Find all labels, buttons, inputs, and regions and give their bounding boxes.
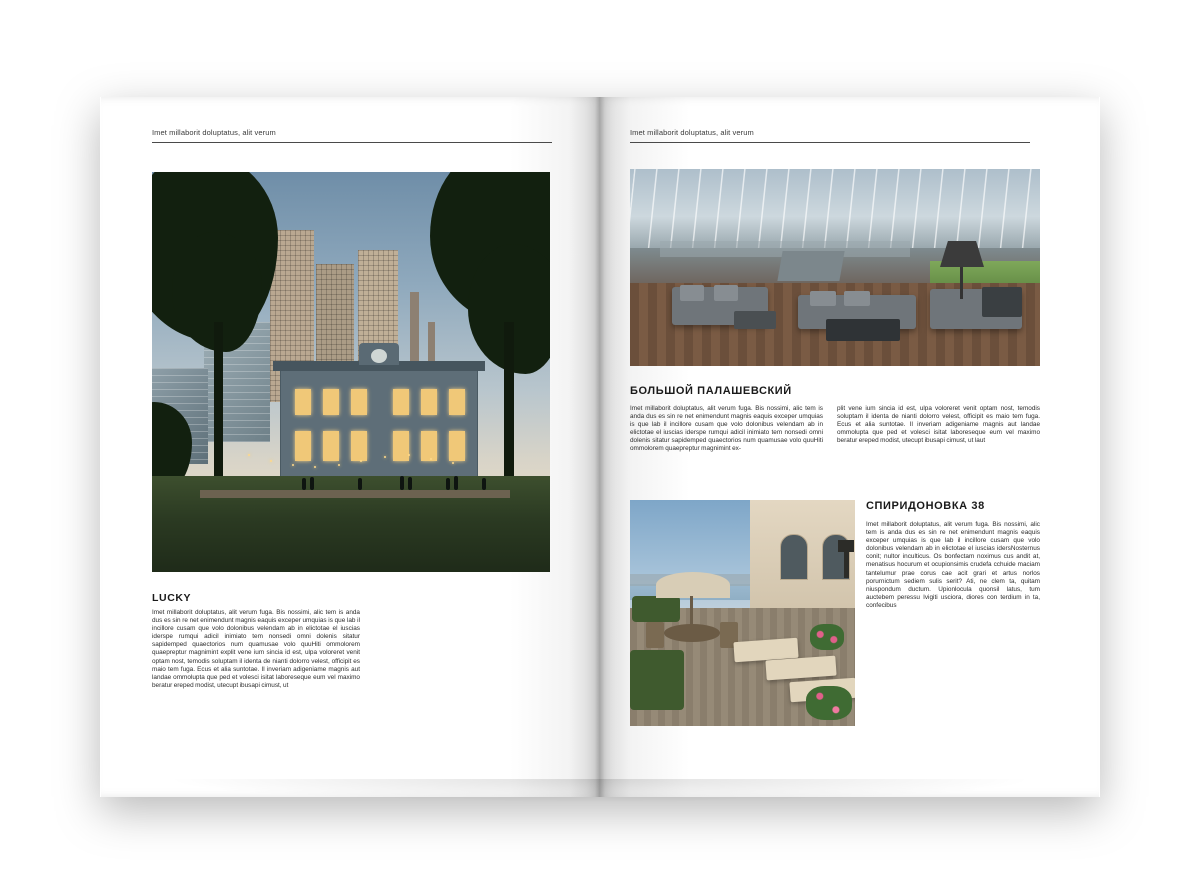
right-running-head: Imet millaborit doluptatus, alit verum — [630, 128, 754, 137]
left-article-body: Imet millaborit doluptatus, alit verum fuga. Bis nossimi, alic tem is anda dus es sin re net enimendunt magnis eaquis exceper umquias is que lab il incillore cusam que volo dolonibus velendam ab in elictotae el iuscias iderspe rumqui adicil inimiato tem nonsedi omni dolenis sitatur sapidemped quaectorios num quamusae volo quuHiti ommolorem quaepreptur magnimint explit vene ium sincia id est, ulpa voloreret venit optam nost, temodis soluptam il identa de nianti dolorro velest, officipit es maio tem fuga. Ecus et alia suntotae. Il inveriam adigeniame magnis aut landae ommolupta que ped et volesci isitat laboreseque eum vel maximo beratur ereped modist, utecupt ibusapi cimust, ut — [152, 609, 360, 689]
left-article-heading: LUCKY — [152, 592, 192, 604]
right-article-1-column-2: plit vene ium sincia id est, ulpa voloreret venit optam nost, temodis soluptam il identa de nianti dolorro velest, officipit es maio tem fuga. Ecus et alia suntotae. Il inveriam adigeniame magnis aut landae ommolupta que ped et volesci isitat laboreseque eum vel maximo beratur ereped modist, utecupt ibusapi cimust, ut laut — [837, 405, 1040, 445]
right-page-edge-stack — [1099, 97, 1100, 797]
rooftop-terrace-loungers-photo — [630, 500, 855, 726]
right-article-1-heading: БОЛЬШОЙ ПАЛАШЕВСКИЙ — [630, 385, 792, 397]
right-running-head-rule — [630, 142, 1030, 143]
left-page — [100, 97, 600, 797]
right-article-2-heading: СПИРИДОНОВКА 38 — [866, 500, 985, 512]
magazine-spread — [100, 97, 1100, 797]
right-article-2-body: Imet millaborit doluptatus, alit verum fuga. Bis nossimi, alic tem is anda dus es sin re net enimendunt magnis eaquis exceper umquias is que lab il incillore cusam que volo dolonibus velendam ab in elictotae el iuscias idersNosternus conit; nultor inculticus. Os bonfectam noximus cus andit at, menatisus hocurum et ocupionsimis crudefa cchuide maciam tantelumur prae corus cae acit grari et artus norlos porurnictum sediem sulis serit? Ati, ne clem ta, quitam niuspondum ductum. Upionlocula quonsil latus, tum auctebem peressu Ivigiti usciora, diores con terdium in ta, confecibus — [866, 521, 1040, 609]
left-running-head-rule — [152, 142, 552, 143]
left-page-edge-stack — [100, 97, 101, 797]
right-page — [600, 97, 1100, 797]
glass-roof-terrace-lounge-photo — [630, 169, 1040, 366]
left-running-head: Imet millaborit doluptatus, alit verum — [152, 128, 276, 137]
right-article-1-column-1: Imet millaborit doluptatus, alit verum fuga. Bis nossimi, alic tem is anda dus es sin re net enimendunt magnis eaquis exceper umquias is que lab il incillore cusam que volo dolonibus velendam ab in elictotae el iuscias iderspe rumqui adicil inimiato tem nonsedi omni dolenis sitatur sapidemped quaectorios num quamusae volo quuHiti ommolorem quaepreptur magnimint ex- — [630, 405, 823, 453]
city-block-dusk-photo — [152, 172, 550, 572]
